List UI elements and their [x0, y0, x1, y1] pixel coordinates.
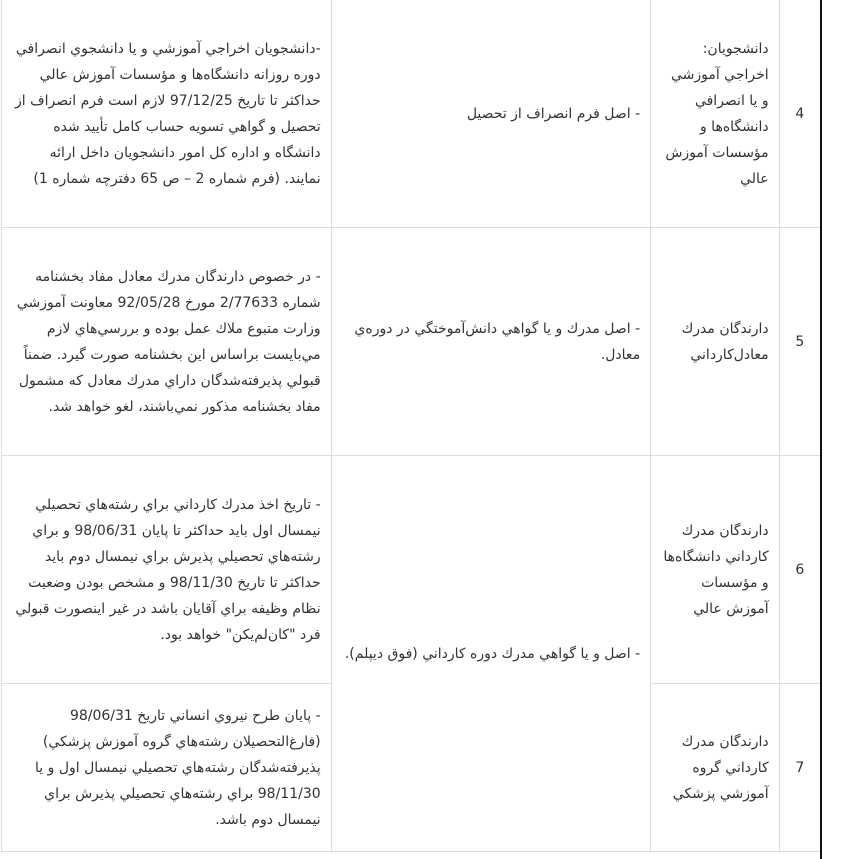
notes-text: -دانشجويان اخراجي آموزشي و يا دانشجوي انصرافي دوره روزانه دانشگاه‌ها و مؤسسات آموزش عالي حداكثر تا تاريخ 97/12/25 لازم است فرم انصراف از تحصيل و گواهي تسويه حساب كامل تأييد شده دانشگاه و اداره كل امور دانشجويان داخل ارائه نمايند. (فرم شماره 2 – ص 65 دفترچه شماره 1)	[15, 40, 321, 187]
required-documents-cell	[331, 456, 651, 852]
notes-cell	[2, 0, 332, 228]
required-documents-text: - اصل مدرك و يا گواهي دانش‌آموختگي در دوره‌ي معادل.	[354, 320, 641, 363]
notes-text: - پايان طرح نيروي انساني تاريخ 98/06/31 (فارغ‌التحصيلان رشته‌هاي گروه آموزش پزشكي) پذيرفته‌شدگان رشته‌هاي تحصيلي نيمسال اول و يا 98/11/30 براي رشته‌هاي تحصيلي پذيرش براي نيمسال دوم باشد.	[35, 707, 321, 828]
required-documents-cell	[331, 228, 651, 456]
requirements-table-wrapper	[1, 0, 821, 852]
notes-cell	[2, 228, 332, 456]
applicant-group-text: دانشجويان: اخراجي آموزشي و يا انصرافي دانشگاه‌ها و مؤسسات آموزش عالي	[665, 40, 769, 187]
row-number: 7	[779, 684, 820, 852]
table-row	[2, 228, 821, 456]
notes-cell	[2, 684, 332, 852]
required-documents-cell	[331, 0, 651, 228]
notes-text: - در خصوص دارندگان مدرك معادل مفاد بخشنامه شماره 2/77633 مورخ 92/05/28 معاونت آموزشي وزارت متبوع ملاك عمل بوده و بررسي‌هاي لازم مي‌بايست براساس اين بخشنامه صورت گيرد. ضمناً قبولي پذيرفته‌شدگان داراي مدرك معادل كه مشمول مفاد بخشنامه مذكور نمي‌باشند، لغو خواهد شد.	[16, 268, 321, 415]
row-number: 4	[779, 0, 820, 228]
row-number: 5	[779, 228, 820, 456]
applicant-group-text: دارندگان مدرك معادل‌كارداني	[681, 320, 769, 363]
table-row	[2, 456, 821, 684]
applicant-group-cell	[651, 0, 779, 228]
applicant-group-text: دارندگان مدرك كارداني دانشگاه‌ها و مؤسسات آموزش عالي	[663, 522, 769, 617]
table-row	[2, 0, 821, 228]
row-number: 6	[779, 456, 820, 684]
notes-cell	[2, 456, 332, 684]
page-right-border	[820, 0, 822, 859]
applicant-group-cell	[651, 684, 779, 852]
required-documents-text: - اصل و يا گواهي مدرك دوره كارداني (فوق ديپلم).	[344, 645, 641, 662]
applicant-group-cell	[651, 228, 779, 456]
applicant-group-text: دارندگان مدرك كارداني گروه آموزشي پزشكي	[672, 733, 769, 802]
required-documents-text: - اصل فرم انصراف از تحصيل	[466, 105, 641, 122]
notes-text: - تاريخ اخذ مدرك كارداني براي رشته‌هاي تحصيلي نيمسال اول بايد حداكثر تا پايان 98/06/31 و براي رشته‌هاي تحصيلي پذيرش براي نيمسال دوم بايد حداكثر تا تاريخ 98/11/30 و مشخص بودن وضعيت نظام وظيفه براي آقايان باشد در غير اينصورت قبولي فرد "كان‌لم‌يكن" خواهد بود.	[15, 496, 321, 643]
applicant-group-cell	[651, 456, 779, 684]
requirements-table	[1, 0, 821, 852]
